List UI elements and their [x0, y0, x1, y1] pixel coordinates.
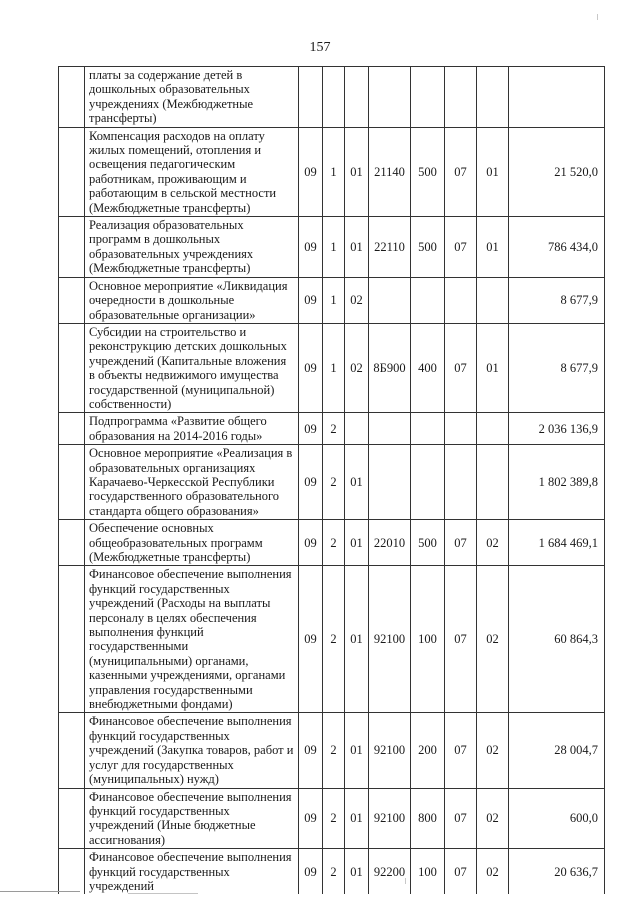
code-subprogram: 01: [345, 127, 369, 216]
code-section: 07: [445, 217, 477, 278]
code-program: 1: [323, 217, 345, 278]
page-number: 157: [309, 40, 331, 55]
code-program: 1: [323, 323, 345, 412]
amount: [509, 67, 605, 128]
code-direction: 92100: [369, 788, 411, 849]
code-subsection: [477, 413, 509, 445]
row-description: Компенсация расходов на оплату жилых помещений, отопления и освещения педагогическим работникам, проживающим и работающим в сельской местности (Межбюджетные трансферты): [85, 127, 299, 216]
code-subsection: [477, 277, 509, 323]
code-ministry: 09: [299, 277, 323, 323]
row-description: Основное мероприятие «Ликвидация очередности в дошкольные образовательные организации»: [85, 277, 299, 323]
table-row: [59, 788, 605, 849]
marker-cell: [59, 849, 85, 895]
row-description: Реализация образовательных программ в дошкольных образовательных учреждениях (Межбюджетные трансферты): [85, 217, 299, 278]
code-direction: 92200: [369, 849, 411, 895]
code-program: 1: [323, 277, 345, 323]
marker-cell: [59, 566, 85, 713]
amount: 786 434,0: [509, 217, 605, 278]
table-row: [59, 127, 605, 216]
code-subsection: 01: [477, 217, 509, 278]
code-ministry: 09: [299, 713, 323, 788]
code-direction: [369, 413, 411, 445]
amount: 8 677,9: [509, 277, 605, 323]
amount: 21 520,0: [509, 127, 605, 216]
code-section: [445, 67, 477, 128]
marker-cell: [59, 127, 85, 216]
code-section: 07: [445, 788, 477, 849]
code-expense-type: [411, 413, 445, 445]
row-description: Подпрограмма «Развитие общего образования на 2014-2016 годы»: [85, 413, 299, 445]
code-subsection: 01: [477, 127, 509, 216]
amount: 1 802 389,8: [509, 445, 605, 520]
code-expense-type: 500: [411, 127, 445, 216]
marker-cell: [59, 520, 85, 566]
code-expense-type: 500: [411, 217, 445, 278]
code-section: 07: [445, 520, 477, 566]
amount: 8 677,9: [509, 323, 605, 412]
code-subprogram: 01: [345, 788, 369, 849]
row-description: Финансовое обеспечение выполнения функций государственных учреждений (Иные бюджетные ассигнования): [85, 788, 299, 849]
code-subsection: 01: [477, 323, 509, 412]
code-subsection: 02: [477, 849, 509, 895]
amount: 1 684 469,1: [509, 520, 605, 566]
code-expense-type: 100: [411, 849, 445, 895]
table-body: [59, 67, 605, 895]
code-subsection: 02: [477, 788, 509, 849]
table-row: [59, 277, 605, 323]
table-row: [59, 520, 605, 566]
code-section: 07: [445, 127, 477, 216]
code-section: 07: [445, 323, 477, 412]
table-row: [59, 413, 605, 445]
code-subsection: [477, 67, 509, 128]
code-direction: 8Б900: [369, 323, 411, 412]
row-description: платы за содержание детей в дошкольных образовательных учреждениях (Межбюджетные трансферты): [85, 67, 299, 128]
code-direction: 21140: [369, 127, 411, 216]
code-ministry: [299, 67, 323, 128]
code-subprogram: 01: [345, 445, 369, 520]
code-program: 2: [323, 413, 345, 445]
code-program: 2: [323, 445, 345, 520]
scan-artifact-mark: [405, 878, 406, 884]
code-subprogram: [345, 67, 369, 128]
code-program: 2: [323, 520, 345, 566]
code-ministry: 09: [299, 445, 323, 520]
code-section: [445, 413, 477, 445]
code-direction: [369, 67, 411, 128]
marker-cell: [59, 277, 85, 323]
row-description: Финансовое обеспечение выполнения функций государственных учреждений: [85, 849, 299, 895]
code-expense-type: 100: [411, 566, 445, 713]
code-direction: [369, 277, 411, 323]
amount: 20 636,7: [509, 849, 605, 895]
code-program: 2: [323, 788, 345, 849]
marker-cell: [59, 323, 85, 412]
code-expense-type: 800: [411, 788, 445, 849]
code-ministry: 09: [299, 788, 323, 849]
code-subprogram: [345, 413, 369, 445]
code-subprogram: 01: [345, 520, 369, 566]
code-program: [323, 67, 345, 128]
code-subprogram: 01: [345, 566, 369, 713]
scan-artifact-line: [128, 893, 198, 894]
code-direction: 22110: [369, 217, 411, 278]
marker-cell: [59, 217, 85, 278]
row-description: Субсидии на строительство и реконструкцию детских дошкольных учреждений (Капитальные вложения в объекты недвижимого имущества государственной (муниципальной) собственности): [85, 323, 299, 412]
code-ministry: 09: [299, 127, 323, 216]
code-section: 07: [445, 566, 477, 713]
code-expense-type: [411, 445, 445, 520]
code-program: 2: [323, 713, 345, 788]
code-direction: 92100: [369, 566, 411, 713]
code-expense-type: 200: [411, 713, 445, 788]
code-program: 2: [323, 566, 345, 713]
marker-cell: [59, 413, 85, 445]
amount: 60 864,3: [509, 566, 605, 713]
code-subprogram: 01: [345, 217, 369, 278]
code-ministry: 09: [299, 217, 323, 278]
amount: 2 036 136,9: [509, 413, 605, 445]
code-expense-type: [411, 277, 445, 323]
code-section: [445, 445, 477, 520]
row-description: Основное мероприятие «Реализация в образовательных организациях Карачаево-Черкесской Республики государственного образовательного стандарта общего образования»: [85, 445, 299, 520]
scan-artifact-mark: [597, 14, 598, 20]
marker-cell: [59, 445, 85, 520]
marker-cell: [59, 67, 85, 128]
code-subsection: 02: [477, 520, 509, 566]
code-ministry: 09: [299, 566, 323, 713]
code-subprogram: 02: [345, 277, 369, 323]
amount: 28 004,7: [509, 713, 605, 788]
row-description: Финансовое обеспечение выполнения функций государственных учреждений (Закупка товаров, работ и услуг для государственных (муниципальных) нужд): [85, 713, 299, 788]
table-row: [59, 67, 605, 128]
code-ministry: 09: [299, 849, 323, 895]
marker-cell: [59, 788, 85, 849]
table-row: [59, 445, 605, 520]
table-row: [59, 713, 605, 788]
code-direction: 92100: [369, 713, 411, 788]
code-ministry: 09: [299, 413, 323, 445]
marker-cell: [59, 713, 85, 788]
scan-artifact-line: [0, 891, 80, 892]
code-direction: [369, 445, 411, 520]
table-row: [59, 217, 605, 278]
code-expense-type: [411, 67, 445, 128]
table-row: [59, 566, 605, 713]
code-subprogram: 02: [345, 323, 369, 412]
code-expense-type: 400: [411, 323, 445, 412]
row-description: Финансовое обеспечение выполнения функций государственных учреждений (Расходы на выплаты персоналу в целях обеспечения выполнения функций государственными (муниципальными) органами, казенными учреждениями, органами управления государственными внебюджетными фондами): [85, 566, 299, 713]
code-program: 1: [323, 127, 345, 216]
amount: 600,0: [509, 788, 605, 849]
table-row: [59, 323, 605, 412]
code-section: 07: [445, 713, 477, 788]
code-ministry: 09: [299, 323, 323, 412]
code-ministry: 09: [299, 520, 323, 566]
code-subsection: 02: [477, 713, 509, 788]
code-subprogram: 01: [345, 713, 369, 788]
code-subsection: 02: [477, 566, 509, 713]
row-description: Обеспечение основных общеобразовательных программ (Межбюджетные трансферты): [85, 520, 299, 566]
code-subprogram: 01: [345, 849, 369, 895]
budget-table: [58, 66, 605, 894]
code-subsection: [477, 445, 509, 520]
code-expense-type: 500: [411, 520, 445, 566]
table-row: [59, 849, 605, 895]
code-section: 07: [445, 849, 477, 895]
code-direction: 22010: [369, 520, 411, 566]
code-section: [445, 277, 477, 323]
code-program: 2: [323, 849, 345, 895]
